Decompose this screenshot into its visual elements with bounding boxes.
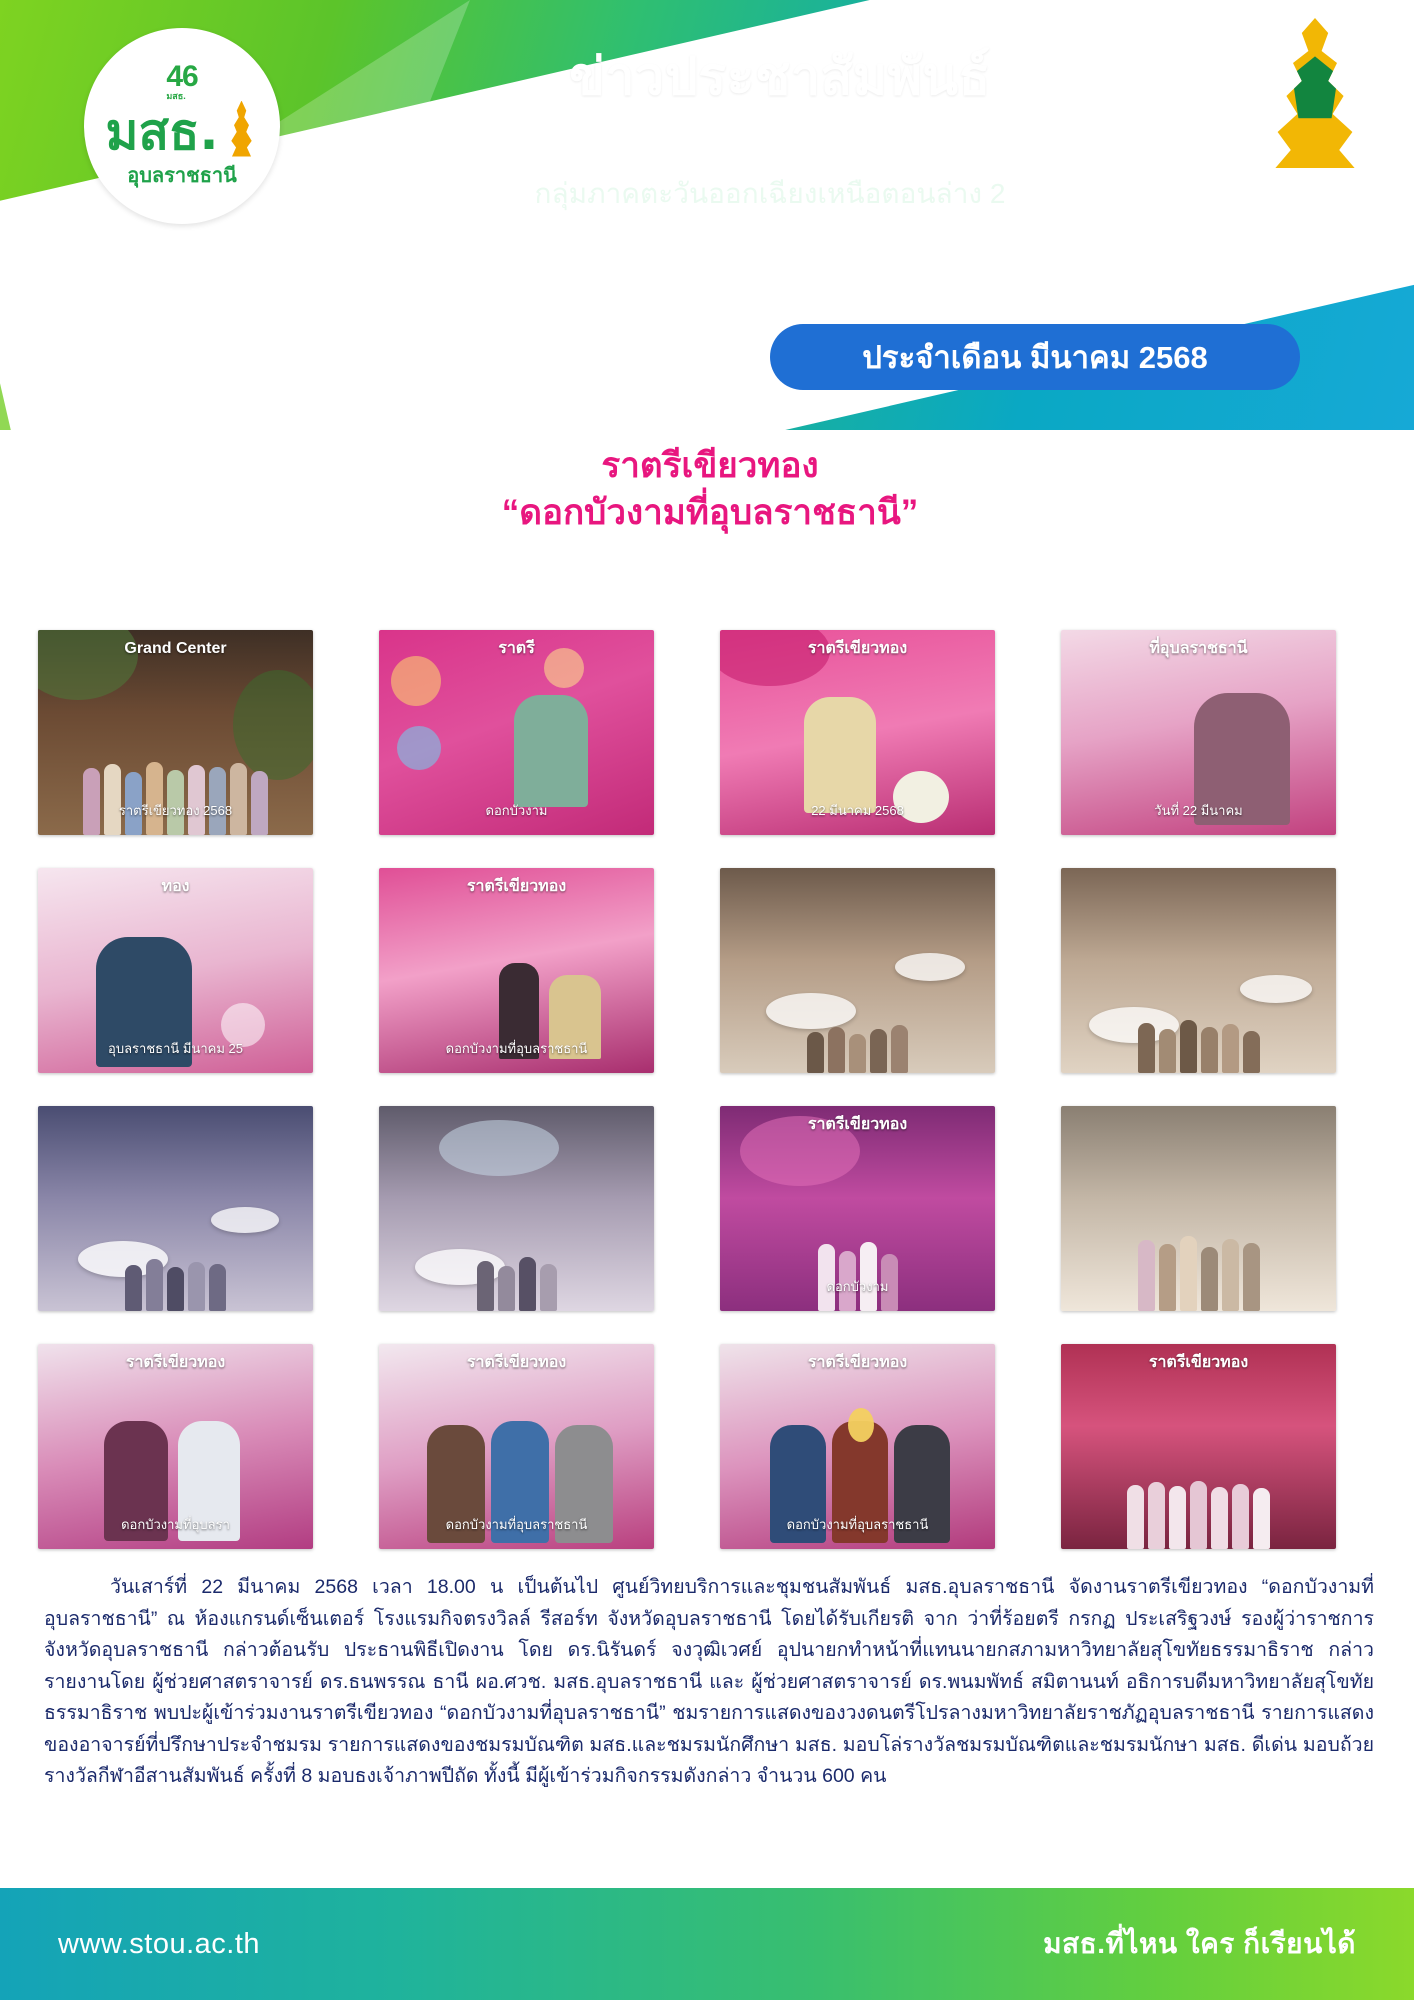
gallery-photo-3-caption: ราตรีเขียวทอง [807, 640, 908, 657]
gallery-photo-15-caption2: ดอกบัวงามที่อุบลราชธานี [786, 1517, 929, 1532]
gallery-photo-14-caption2: ดอกบัวงามที่อุบลราชธานี [445, 1517, 588, 1532]
header-subtitle-center: ศูนย์วิทยบริการและชุมชนสัมพันธ์ มสธ.อุบลราชธานี [425, 126, 1115, 161]
gallery-photo-14-caption: ราตรีเขียวทอง [466, 1354, 567, 1371]
emblem-outer [1260, 18, 1370, 168]
gallery-photo-14 [379, 1344, 654, 1549]
gallery-photo-16-figures [1061, 1434, 1336, 1549]
gallery-photo-1-figures [38, 720, 313, 835]
gallery-photo-6 [379, 868, 654, 1073]
anniversary-label: มสธ. [166, 90, 186, 101]
month-badge [770, 324, 1300, 390]
gallery-photo-6-caption2: ดอกบัวงามที่อุบลราชธานี [445, 1041, 588, 1056]
gallery-photo-4-caption: ที่อุบลราชธานี [1149, 640, 1248, 657]
gallery-photo-12-figures [1061, 1196, 1336, 1311]
logo-province: อุบลราชธานี [127, 164, 237, 187]
event-title-line1: ราตรีเขียวทอง [601, 446, 819, 485]
gallery-photo-2 [379, 630, 654, 835]
gallery-photo-15 [720, 1344, 995, 1549]
gallery-photo-13 [38, 1344, 313, 1549]
footer-slogan: มสธ.ที่ไหน ใคร ก็เรียนได้ [1043, 1928, 1356, 1959]
gallery-photo-9-figures [38, 1196, 313, 1311]
gallery-photo-5-caption2: อุบลราชธานี มีนาคม 25 [108, 1041, 243, 1056]
gallery-photo-1-caption2: ราตรีเขียวทอง 2568 [118, 803, 233, 818]
stou-ubon-logo [84, 28, 280, 224]
page-title: ข่าวประชาสัมพันธ์ [569, 48, 991, 106]
event-title-line2: “ดอกบัวงามที่อุบลราชธานี” [501, 493, 919, 533]
gallery-photo-16 [1061, 1344, 1336, 1549]
gallery-photo-7 [720, 868, 995, 1073]
anniversary-badge [166, 59, 198, 101]
gallery-photo-12 [1061, 1106, 1336, 1311]
gallery-photo-5-caption: ทอง [161, 878, 190, 895]
anniversary-number: 46 [166, 59, 198, 93]
gallery-photo-6-caption: ราตรีเขียวทอง [466, 878, 567, 895]
logo-wordmark: มสธ. [105, 102, 219, 161]
gallery-photo-10-figures [379, 1196, 654, 1311]
gallery-photo-11-caption2: ดอกบัวงาม [826, 1279, 889, 1294]
emblem-inner [1292, 56, 1338, 118]
logo-wordmark-row [105, 101, 259, 161]
photo-gallery [38, 630, 1378, 1549]
gallery-photo-1 [38, 630, 313, 835]
gallery-photo-9 [38, 1106, 313, 1311]
gallery-photo-4 [1061, 630, 1336, 835]
gallery-photo-2-caption2: ดอกบัวงาม [485, 803, 548, 818]
gallery-photo-11 [720, 1106, 995, 1311]
gallery-photo-5 [38, 868, 313, 1073]
event-title-block [240, 442, 1180, 537]
gallery-photo-11-figures [720, 1196, 995, 1311]
article-body: วันเสาร์ที่ 22 มีนาคม 2568 เวลา 18.00 น เป็นต้นไป ศูนย์วิทยบริการและชุมชนสัมพันธ์ มสธ.อุบลราชธานี จัดงานราตรีเขียวทอง “ดอกบัวงามที่อุบลราชธานี” ณ ห้องแกรนด์เซ็นเตอร์ โรงแรมกิจตรงวิลล์ รีสอร์ท จังหวัดอุบลราชธานี โดยได้รับเกียรติ จาก ว่าที่ร้อยตรี กรกฏ ประเสริฐวงษ์ รองผู้ว่าราชการจังหวัดอุบลราชธานี กล่าวต้อนรับ ประธานพิธีเปิดงาน โดย ดร.นิรันดร์ จงวุฒิเวศย์ อุปนายกทำหน้าที่แทนนายกสภามหาวิทยาลัยสุโขทัยธรรมาธิราช กล่าวรายงานโดย ผู้ช่วยศาสตราจารย์ ดร.ธนพรรณ ธานี ผอ.ศวช. มสธ.อุบลราชธานี และ ผู้ช่วยศาสตราจารย์ ดร.พนมพัทธ์ สมิตานนท์ อธิการบดีมหาวิทยาลัยสุโขทัยธรรมาธิราช พบปะผู้เข้าร่วมงานราตรีเขียวทอง “ดอกบัวงามที่อุบลราชธานี” ชมรายการแสดงของวงดนตรีโปรลางมหาวิทยาลัยราชภัฏอุบลราชธานี รายการแสดงของอาจารย์ที่ปรึกษาประจำชมรม รายการแสดงของชมรมบัณฑิต มสธ.และชมรมนักศึกษา มสธ. มอบโล่รางวัลชมรมบัณฑิตและชมรมนักษา มสธ. ดีเด่น มอบถ้วยรางวัลกีฬาอีสานสัมพันธ์ ครั้งที่ 8 มอบธงเจ้าภาพปีถัด ทั้งนี้ มีผู้เข้าร่วมกิจกรรมดังกล่าว จำนวน 600 คน [44, 1576, 1374, 1788]
gallery-photo-1-caption: Grand Center [124, 640, 227, 657]
month-badge-label: ประจำเดือน มีนาคม 2568 [862, 340, 1208, 375]
header-subtitle-region: กลุ่มภาคตะวันออกเฉียงเหนือตอนล่าง 2 [534, 178, 1006, 209]
gallery-photo-8 [1061, 868, 1336, 1073]
stou-emblem-icon [1260, 18, 1370, 168]
gallery-photo-3 [720, 630, 995, 835]
gallery-photo-10 [379, 1106, 654, 1311]
gallery-photo-2-caption: ราตรี [498, 640, 535, 657]
gallery-photo-11-caption: ราตรีเขียวทอง [807, 1116, 908, 1133]
gallery-photo-4-caption2: วันที่ 22 มีนาคม [1154, 803, 1243, 818]
gallery-photo-13-caption2: ดอกบัวงามที่อุบลรา [121, 1517, 230, 1532]
gallery-photo-15-caption: ราตรีเขียวทอง [807, 1354, 908, 1371]
gallery-photo-8-figures [1061, 958, 1336, 1073]
thep-emblem-icon [225, 101, 259, 157]
gallery-photo-3-caption2: 22 มีนาคม 2568 [811, 803, 904, 818]
footer-website-link[interactable]: www.stou.ac.th [58, 1927, 261, 1960]
gallery-photo-13-caption: ราตรีเขียวทอง [125, 1354, 226, 1371]
poster-footer [0, 1888, 1414, 2000]
gallery-photo-16-caption: ราตรีเขียวทอง [1148, 1354, 1249, 1371]
gallery-photo-7-figures [720, 958, 995, 1073]
